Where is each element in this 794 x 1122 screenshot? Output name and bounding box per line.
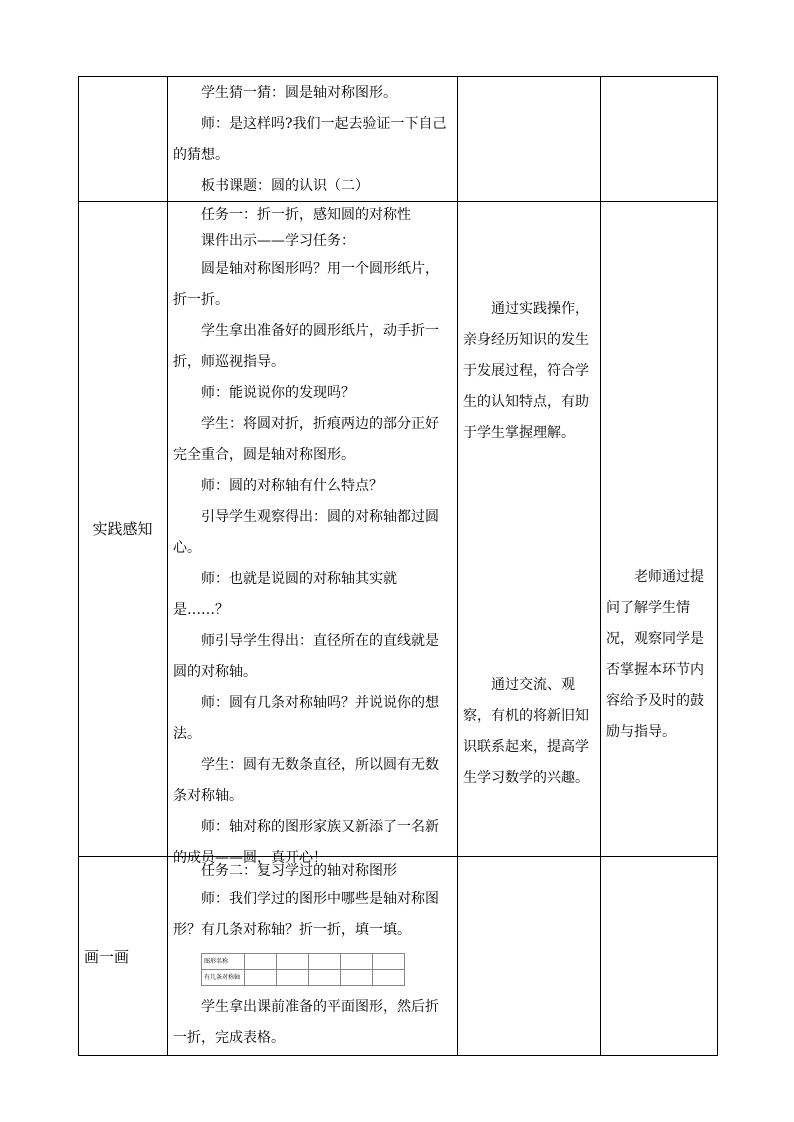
- paragraph: 老师通过提问了解学生情况，观察同学是否掌握本环节内容给予及时的鼓励与指导。: [606, 569, 704, 740]
- section-label-draw: 画一画: [84, 948, 130, 966]
- row3-activity-cell-after: [173, 992, 451, 1054]
- table-right-border: [717, 76, 718, 1056]
- paragraph: 学生拿出准备好的圆形纸片，动手折一折，师巡视指导。: [173, 323, 439, 370]
- row2-activity-cell: [173, 202, 451, 874]
- paragraph: 师：轴对称的图形家族又新添了一名新的成员——圆，真开心！: [173, 819, 439, 866]
- symmetry-fill-table: [201, 953, 405, 986]
- paragraph: 学生：圆有无数条直径，所以圆有无数条对称轴。: [173, 757, 439, 804]
- table-left-border: [78, 76, 79, 1056]
- row2-evaluation-cell: [606, 562, 710, 748]
- paragraph: 师：也就是说圆的对称轴其实就是……？: [173, 571, 397, 618]
- table-bottom-border: [78, 1055, 718, 1056]
- table-cell[interactable]: [309, 970, 341, 986]
- table-cell[interactable]: [341, 970, 373, 986]
- table-header-cell: 有几条对称轴: [202, 970, 245, 986]
- table-header-cell: 图形名称: [202, 954, 245, 970]
- paragraph: 通过交流、观察，有机的将新旧知识联系起来，提高学生学习数学的兴趣。: [463, 677, 589, 786]
- row2-intent-cell-a: [463, 294, 593, 449]
- table-cell[interactable]: [341, 954, 373, 970]
- column-divider-2: [457, 76, 458, 1056]
- paragraph: 任务一：折一折，感知圆的对称性: [201, 207, 411, 223]
- paragraph: 圆是轴对称图形吗？用一个圆形纸片，折一折。: [173, 261, 439, 308]
- section-label-practice: 实践感知: [92, 520, 153, 538]
- paragraph: 师：圆的对称轴有什么特点？: [201, 478, 383, 494]
- table-cell[interactable]: [373, 954, 405, 970]
- table-cell[interactable]: [373, 970, 405, 986]
- paragraph: 引导学生观察得出：圆的对称轴都过圆心。: [173, 509, 439, 556]
- table-cell[interactable]: [245, 970, 277, 986]
- column-divider-3: [600, 76, 601, 1056]
- table-cell[interactable]: [309, 954, 341, 970]
- paragraph: 师：我们学过的图形中哪些是轴对称图形？有几条对称轴？折一折，填一填。: [173, 891, 439, 938]
- paragraph: 课件出示——学习任务：: [201, 233, 355, 249]
- paragraph: 师：圆有几条对称轴吗？并说说你的想法。: [173, 695, 439, 742]
- paragraph: 师：是这样吗?我们一起去验证一下自己的猜想。: [173, 116, 447, 163]
- paragraph: 通过实践操作，亲身经历知识的发生于发展过程，符合学生的认知特点，有助于学生掌握理解。: [463, 301, 589, 441]
- table-cell[interactable]: [277, 970, 309, 986]
- paragraph: 学生：将圆对折，折痕两边的部分正好完全重合，圆是轴对称图形。: [173, 416, 439, 463]
- table-top-border: [78, 76, 718, 77]
- table-cell[interactable]: [277, 954, 309, 970]
- column-divider-1: [167, 76, 168, 1056]
- paragraph: 师引导学生得出：直径所在的直线就是圆的对称轴。: [173, 633, 439, 680]
- paragraph: 板书课题：圆的认识（二）: [201, 178, 369, 194]
- paragraph: 任务二：复习学过的轴对称图形: [201, 863, 397, 879]
- table-row: [202, 970, 405, 986]
- paragraph: 学生猜一猜：圆是轴对称图形。: [201, 85, 397, 101]
- row2-intent-cell-b: [463, 670, 593, 794]
- row3-activity-cell: [173, 858, 451, 946]
- paragraph: 学生拿出课前准备的平面图形，然后折一折，完成表格。: [173, 999, 439, 1046]
- table-cell[interactable]: [245, 954, 277, 970]
- paragraph: 师：能说说你的发现吗？: [201, 385, 355, 401]
- row1-activity-cell: [173, 78, 451, 202]
- table-row: [202, 954, 405, 970]
